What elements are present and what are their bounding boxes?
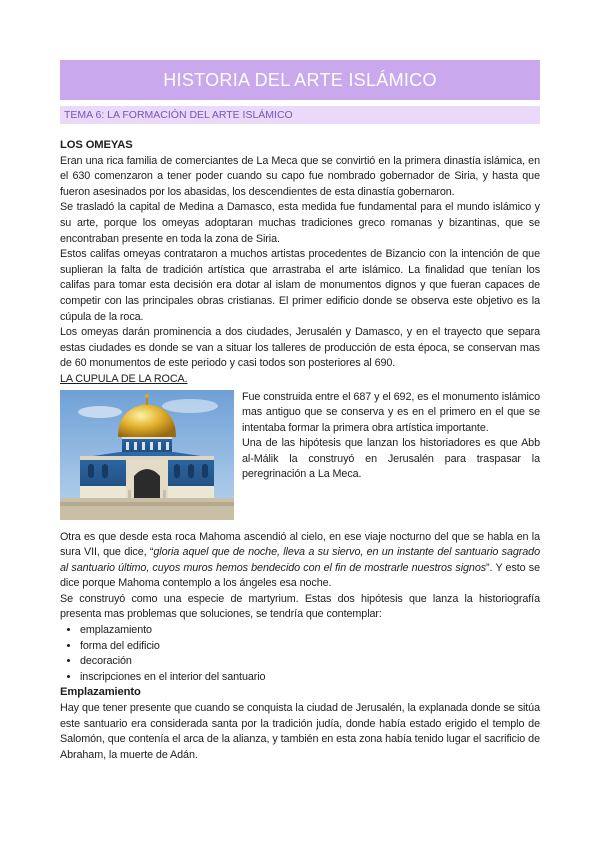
sura-quote: gloria aquel que de noche, lleva a su siervo, en un instante del santuario sagrado al santuario último, cuyos muros hemos bendecido con el fin de mostrarle nuestros signos	[60, 546, 540, 574]
image-text-block	[60, 390, 540, 520]
paragraph: Se trasladó la capital de Medina a Damasco, esta medida fue fundamental para el mundo islámico y su arte, porque los omeyas adoptaran muchas tradiciones greco romanas y bizantinas, que se encontraban presente en toda la zona de Siria.	[60, 201, 540, 245]
paragraph: Fue construida entre el 687 y el 692, es el monumento islámico mas antiguo que se conserva y es en el primero en el que se intentaba formar la primera obra artística importante.	[242, 390, 540, 434]
bullet-list	[60, 623, 540, 685]
document-title: HISTORIA DEL ARTE ISLÁMICO	[163, 69, 437, 90]
paragraph: Una de las hipótesis que lanzan los historiadores es que Abb al-Málik la construyó en Jerusalén para traspasar la peregrinación a La Meca.	[242, 437, 540, 481]
list-item: • decoración	[80, 654, 540, 670]
document-body	[60, 138, 540, 763]
document-title-banner	[60, 60, 540, 100]
topic-subtitle: TEMA 6: LA FORMACIÓN DEL ARTE ISLÁMICO	[64, 109, 293, 121]
image-caption-text	[242, 390, 540, 520]
paragraph: Hay que tener presente que cuando se conquista la ciudad de Jerusalén, la explanada donde se sitúa este santuario era considerada santa por la tradición judía, donde había estado erigido el templo de Salomón, que contenía el arca de la alianza, y también en esta zona había tenido lugar el sacrificio de Abraham, la muerte de Adán.	[60, 702, 540, 761]
section-heading-emplazamiento: Emplazamiento	[60, 686, 141, 699]
paragraph: Eran una rica familia de comerciantes de La Meca que se convirtió en la primera dinastía islámica, en el 630 comenzaron a tener poder cuando su capo fue nombrado gobernador de Siria, y hasta que fueron asesinados por los abasidas, los descendientes de esta dinastía gobernaron.	[60, 154, 540, 198]
list-item: • inscripciones en el interior del santuario	[80, 670, 540, 686]
section-heading-cupula: LA CUPULA DE LA ROCA.	[60, 372, 188, 385]
dome-of-the-rock-photo	[60, 390, 234, 520]
paragraph: Los omeyas darán prominencia a dos ciudades, Jerusalén y Damasco, y en el trayecto que separa estas ciudades es donde se van a situar los talleres de producción de esta época, se conservan mas de 60 monumentos de este periodo y casi todos son posteriores al 690.	[60, 326, 540, 370]
paragraph: Estos califas omeyas contrataron a muchos artistas procedentes de Bizancio con la intención de que suplieran la falta de tradición artística que arrastraba el arte islámico. La finalidad que tenían los califas para tomar esta decisión era dotar al islam de monumentos dignos y que fueran capaces de competir con las principales obras cristianas. El primer edificio donde se observa este objetivo es la cúpula de la roca.	[60, 248, 540, 323]
list-item: • forma del edificio	[80, 639, 540, 655]
paragraph: Se construyó como una especie de martyrium. Estas dos hipótesis que lanza la historiografía presenta mas problemas que soluciones, se tendría que contemplar:	[60, 592, 540, 621]
section-heading-omeyas: LOS OMEYAS	[60, 139, 133, 151]
paragraph-with-quote: Otra es que desde esta roca Mahoma ascendió al cielo, en ese viaje nocturno del que se habla en la sura VII, que dice, “gloria aquel que de noche, lleva a su siervo, en un instante del santuario sagrado al santuario último, cuyos muros hemos bendecido con el fin de mostrarle nuestros signos”. Y esto se dice porque Mahoma contemplo a los ángeles esa noche.	[60, 530, 540, 590]
topic-subtitle-banner	[60, 106, 540, 124]
list-item: • emplazamiento	[80, 623, 540, 639]
